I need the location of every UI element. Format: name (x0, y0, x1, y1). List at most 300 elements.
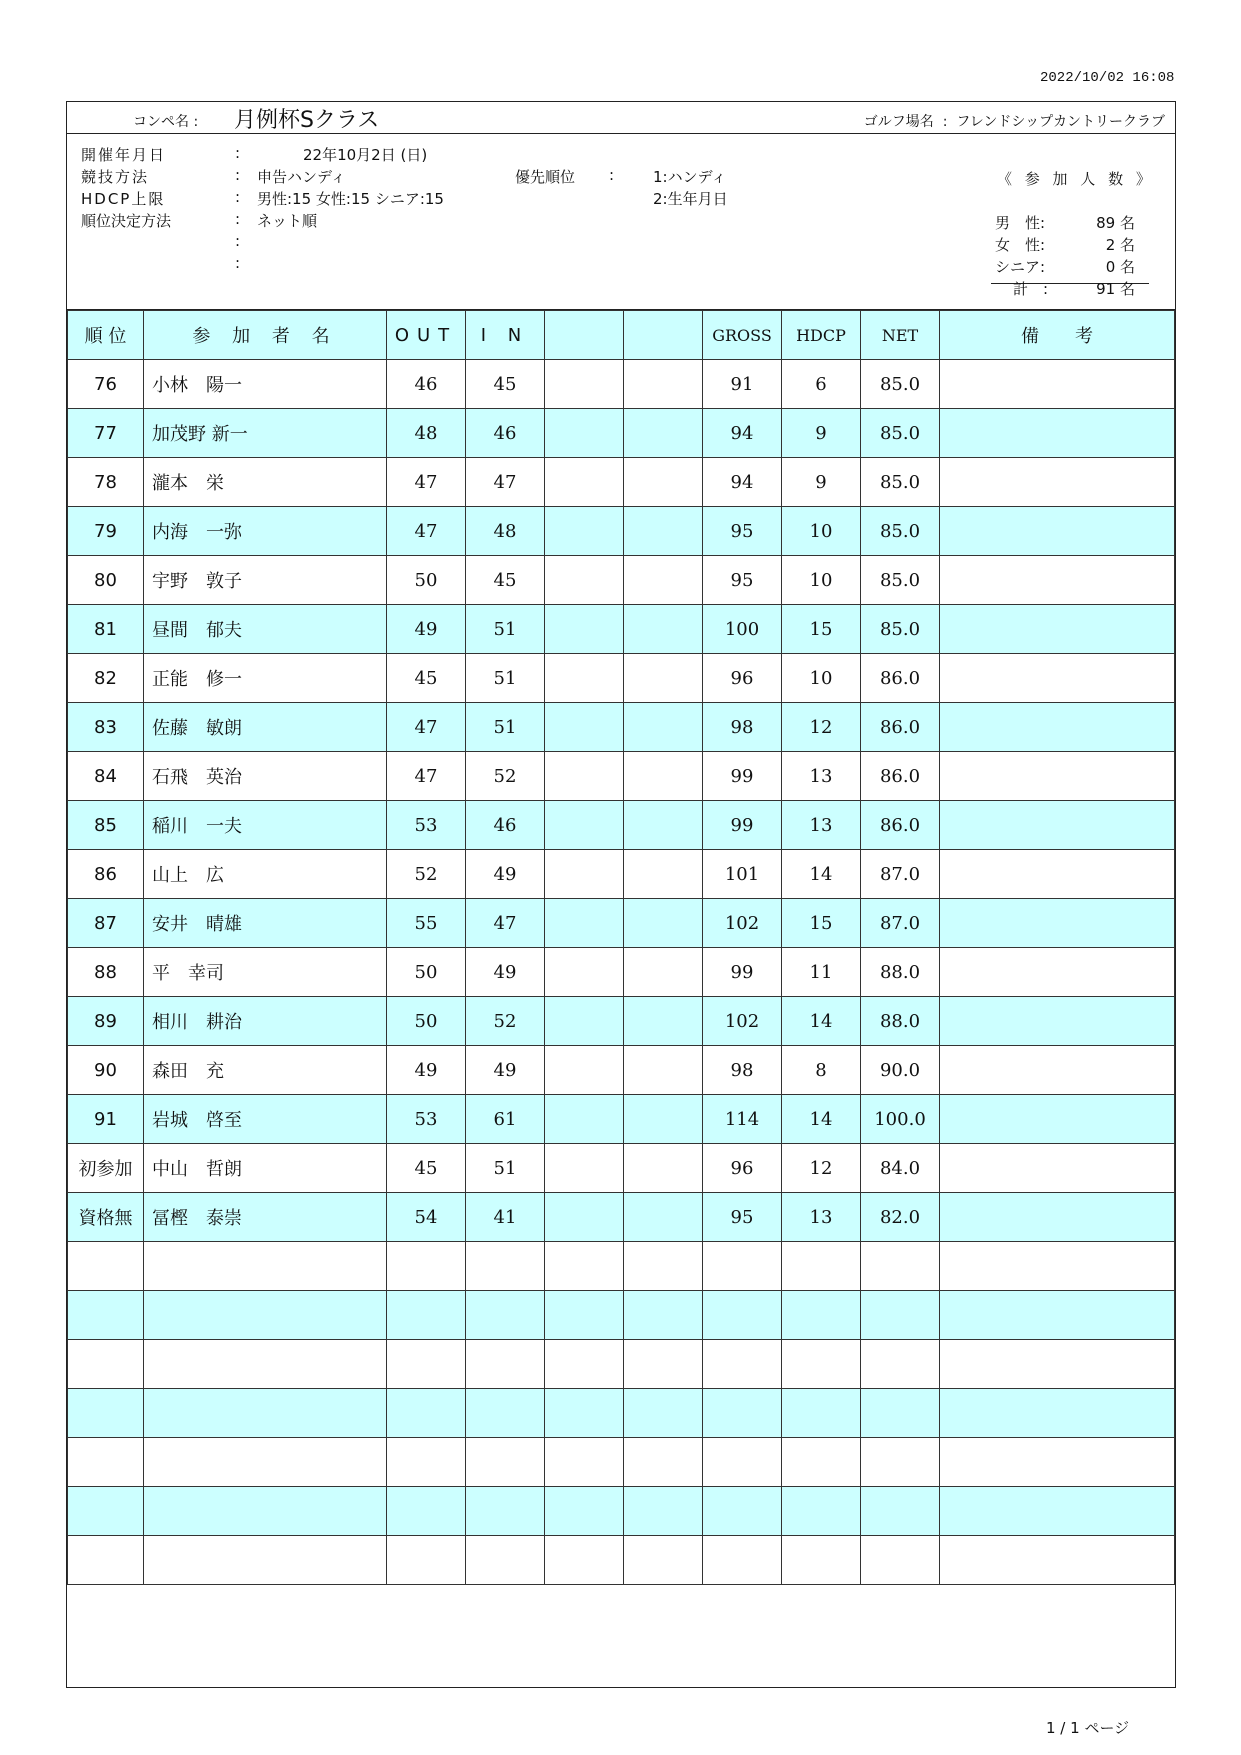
cell-blank (940, 1193, 1175, 1242)
cell-blank (144, 1340, 387, 1389)
cell-blank (144, 1242, 387, 1291)
results-body (68, 360, 1175, 1585)
cell-out: 50 (387, 948, 466, 997)
table-row (68, 654, 1175, 703)
results-sheet (66, 101, 1176, 1688)
col-net: NET (861, 311, 940, 360)
cell-out: 47 (387, 703, 466, 752)
cell-blank (703, 1438, 782, 1487)
cell-out: 55 (387, 899, 466, 948)
cell-rank: 82 (68, 654, 144, 703)
cell-gross: 95 (703, 1193, 782, 1242)
cell-blank (940, 1242, 1175, 1291)
cell-name: 石飛 英治 (144, 752, 387, 801)
cell-blank (624, 1144, 703, 1193)
cell-blank (545, 556, 624, 605)
cell-blank (940, 458, 1175, 507)
cell-blank (624, 507, 703, 556)
empty-row (68, 1340, 1175, 1389)
cell-blank (940, 850, 1175, 899)
cell-name: 佐藤 敏朗 (144, 703, 387, 752)
cell-hdcp: 14 (782, 997, 861, 1046)
cell-blank (940, 752, 1175, 801)
cell-blank (782, 1536, 861, 1585)
cell-gross: 99 (703, 801, 782, 850)
cell-blank (940, 556, 1175, 605)
cell-in: 51 (466, 654, 545, 703)
cell-in: 41 (466, 1193, 545, 1242)
cell-blank (68, 1536, 144, 1585)
priority-label: 優先順位 (515, 168, 576, 186)
cell-blank (624, 1438, 703, 1487)
date-label: 開催年月日 (81, 146, 167, 164)
cell-hdcp: 6 (782, 360, 861, 409)
table-row (68, 1193, 1175, 1242)
cell-blank (545, 948, 624, 997)
cell-blank (861, 1389, 940, 1438)
cell-blank (782, 1340, 861, 1389)
col-gross: GROSS (703, 311, 782, 360)
cell-hdcp: 10 (782, 556, 861, 605)
male-label: 男 性: (995, 214, 1046, 232)
golf-course-name: フレンドシップカントリークラブ (956, 114, 1165, 130)
cell-in: 49 (466, 1046, 545, 1095)
cell-net: 86.0 (861, 703, 940, 752)
cell-gross: 95 (703, 507, 782, 556)
cell-blank (466, 1291, 545, 1340)
table-row (68, 556, 1175, 605)
cell-gross: 102 (703, 997, 782, 1046)
empty-row (68, 1438, 1175, 1487)
cell-out: 54 (387, 1193, 466, 1242)
cell-blank (387, 1340, 466, 1389)
cell-blank (68, 1291, 144, 1340)
cell-blank (545, 1046, 624, 1095)
order-label: 順位決定方法 (81, 212, 172, 230)
cell-blank (624, 1389, 703, 1438)
cell-blank (940, 409, 1175, 458)
cell-blank (387, 1242, 466, 1291)
cell-net: 87.0 (861, 899, 940, 948)
cell-net: 90.0 (861, 1046, 940, 1095)
cell-name: 内海 一弥 (144, 507, 387, 556)
cell-blank (861, 1487, 940, 1536)
female-count: 2 名 (1105, 236, 1135, 254)
cell-blank (545, 752, 624, 801)
col-remarks: 備 考 (940, 311, 1175, 360)
cell-out: 46 (387, 360, 466, 409)
cell-in: 48 (466, 507, 545, 556)
cell-blank (782, 1242, 861, 1291)
cell-net: 88.0 (861, 997, 940, 1046)
table-row (68, 409, 1175, 458)
cell-blank (940, 1340, 1175, 1389)
cell-blank (545, 850, 624, 899)
cell-blank (466, 1487, 545, 1536)
cell-blank (624, 850, 703, 899)
table-row (68, 997, 1175, 1046)
cell-blank (466, 1438, 545, 1487)
cell-blank (68, 1487, 144, 1536)
cell-out: 47 (387, 752, 466, 801)
cell-net: 85.0 (861, 360, 940, 409)
col-blank-2 (624, 311, 703, 360)
competition-name: 月例杯Sクラス (234, 108, 380, 133)
date-value: 22年10月2日 (日) (303, 146, 428, 164)
cell-net: 100.0 (861, 1095, 940, 1144)
cell-blank (68, 1242, 144, 1291)
cell-net: 87.0 (861, 850, 940, 899)
priority-2: 2:生年月日 (653, 190, 728, 208)
cell-blank (466, 1389, 545, 1438)
table-row (68, 948, 1175, 997)
cell-in: 51 (466, 1144, 545, 1193)
cell-blank (545, 1536, 624, 1585)
cell-blank (940, 948, 1175, 997)
cell-rank: 86 (68, 850, 144, 899)
cell-hdcp: 14 (782, 1095, 861, 1144)
cell-net: 86.0 (861, 654, 940, 703)
cell-hdcp: 11 (782, 948, 861, 997)
cell-blank (624, 1536, 703, 1585)
cell-blank (387, 1536, 466, 1585)
method-colon: : (235, 166, 241, 184)
cell-blank (624, 1340, 703, 1389)
cell-blank (545, 1487, 624, 1536)
cell-out: 45 (387, 1144, 466, 1193)
table-header-row (68, 311, 1175, 360)
table-row (68, 605, 1175, 654)
cell-in: 52 (466, 752, 545, 801)
cell-blank (940, 899, 1175, 948)
cell-gross: 102 (703, 899, 782, 948)
cell-blank (144, 1438, 387, 1487)
cell-out: 53 (387, 1095, 466, 1144)
cell-blank (545, 1389, 624, 1438)
cell-blank (861, 1536, 940, 1585)
cell-blank (624, 605, 703, 654)
cell-out: 45 (387, 654, 466, 703)
col-in: I N (466, 311, 545, 360)
cell-blank (466, 1242, 545, 1291)
competition-info (67, 134, 1175, 310)
cell-blank (940, 1536, 1175, 1585)
cell-out: 47 (387, 507, 466, 556)
female-label: 女 性: (995, 236, 1046, 254)
cell-name: 中山 哲朗 (144, 1144, 387, 1193)
cell-blank (624, 948, 703, 997)
cell-blank (545, 409, 624, 458)
cell-gross: 94 (703, 409, 782, 458)
blank-colon-1: : (235, 232, 241, 250)
cell-rank: 78 (68, 458, 144, 507)
cell-blank (466, 1536, 545, 1585)
cell-blank (144, 1536, 387, 1585)
table-row (68, 703, 1175, 752)
golf-course (864, 111, 1165, 131)
cell-net: 88.0 (861, 948, 940, 997)
empty-row (68, 1487, 1175, 1536)
empty-row (68, 1291, 1175, 1340)
cell-blank (861, 1242, 940, 1291)
cell-rank: 83 (68, 703, 144, 752)
cell-blank (387, 1487, 466, 1536)
cell-blank (782, 1389, 861, 1438)
cell-gross: 98 (703, 1046, 782, 1095)
col-blank-1 (545, 311, 624, 360)
cell-hdcp: 12 (782, 703, 861, 752)
cell-blank (68, 1389, 144, 1438)
method-label: 競技方法 (81, 168, 150, 186)
priority-colon: : (609, 166, 615, 184)
cell-hdcp: 13 (782, 801, 861, 850)
cell-blank (940, 1046, 1175, 1095)
cell-in: 61 (466, 1095, 545, 1144)
cell-hdcp: 12 (782, 1144, 861, 1193)
cell-blank (387, 1389, 466, 1438)
cell-blank (624, 654, 703, 703)
cell-hdcp: 13 (782, 752, 861, 801)
cell-rank: 81 (68, 605, 144, 654)
cell-name: 加茂野 新一 (144, 409, 387, 458)
total-label: 計 : (1013, 280, 1049, 298)
cell-blank (144, 1487, 387, 1536)
cell-gross: 101 (703, 850, 782, 899)
cell-rank: 初参加 (68, 1144, 144, 1193)
cell-net: 85.0 (861, 458, 940, 507)
cell-name: 昼間 郁夫 (144, 605, 387, 654)
cell-in: 45 (466, 360, 545, 409)
col-rank: 順 位 (68, 311, 144, 360)
cell-name: 相川 耕治 (144, 997, 387, 1046)
cell-in: 46 (466, 801, 545, 850)
table-row (68, 360, 1175, 409)
table-row (68, 1095, 1175, 1144)
cell-hdcp: 8 (782, 1046, 861, 1095)
cell-blank (624, 1291, 703, 1340)
cell-blank (545, 1291, 624, 1340)
cell-name: 正能 修一 (144, 654, 387, 703)
cell-blank (940, 703, 1175, 752)
empty-row (68, 1536, 1175, 1585)
cell-blank (940, 605, 1175, 654)
male-count: 89 名 (1096, 214, 1135, 232)
cell-blank (703, 1389, 782, 1438)
cell-blank (68, 1438, 144, 1487)
cell-gross: 99 (703, 948, 782, 997)
cell-net: 86.0 (861, 801, 940, 850)
cell-net: 85.0 (861, 409, 940, 458)
cell-blank (545, 899, 624, 948)
hdcp-limit-label: HDCP上限 (81, 190, 166, 208)
cell-blank (940, 654, 1175, 703)
cell-in: 51 (466, 703, 545, 752)
cell-blank (940, 1389, 1175, 1438)
cell-blank (703, 1536, 782, 1585)
date-colon: : (235, 144, 241, 162)
table-row (68, 1144, 1175, 1193)
senior-count: 0 名 (1105, 258, 1135, 276)
cell-net: 84.0 (861, 1144, 940, 1193)
cell-gross: 91 (703, 360, 782, 409)
cell-rank: 89 (68, 997, 144, 1046)
cell-name: 山上 広 (144, 850, 387, 899)
cell-blank (624, 458, 703, 507)
cell-blank (703, 1487, 782, 1536)
cell-name: 宇野 敦子 (144, 556, 387, 605)
cell-blank (387, 1438, 466, 1487)
cell-in: 49 (466, 948, 545, 997)
cell-out: 48 (387, 409, 466, 458)
cell-out: 49 (387, 1046, 466, 1095)
cell-rank: 80 (68, 556, 144, 605)
cell-in: 47 (466, 458, 545, 507)
cell-hdcp: 10 (782, 507, 861, 556)
cell-blank (703, 1340, 782, 1389)
priority-1: 1:ハンディ (653, 168, 727, 186)
cell-hdcp: 9 (782, 409, 861, 458)
cell-rank: 77 (68, 409, 144, 458)
cell-in: 51 (466, 605, 545, 654)
golf-course-sep: : (942, 114, 948, 130)
cell-gross: 94 (703, 458, 782, 507)
cell-out: 53 (387, 801, 466, 850)
cell-blank (940, 1144, 1175, 1193)
cell-gross: 100 (703, 605, 782, 654)
cell-blank (545, 507, 624, 556)
cell-rank: 76 (68, 360, 144, 409)
cell-blank (624, 1242, 703, 1291)
print-timestamp: 2022/10/02 16:08 (1040, 70, 1175, 86)
cell-blank (940, 1291, 1175, 1340)
cell-blank (940, 801, 1175, 850)
cell-blank (703, 1291, 782, 1340)
cell-blank (545, 1340, 624, 1389)
cell-blank (624, 1193, 703, 1242)
cell-blank (545, 654, 624, 703)
results-table (67, 310, 1175, 1585)
cell-blank (144, 1389, 387, 1438)
cell-name: 瀧本 栄 (144, 458, 387, 507)
cell-name: 岩城 啓至 (144, 1095, 387, 1144)
cell-blank (545, 801, 624, 850)
golf-course-label: ゴルフ場名 (863, 114, 934, 130)
cell-blank (624, 1095, 703, 1144)
total-count: 91 名 (1096, 280, 1135, 298)
cell-in: 45 (466, 556, 545, 605)
cell-blank (144, 1291, 387, 1340)
participants-title: 《 参 加 人 数 》 (997, 170, 1155, 188)
cell-rank: 90 (68, 1046, 144, 1095)
cell-rank: 88 (68, 948, 144, 997)
senior-label: シニア: (995, 258, 1046, 276)
table-row (68, 1046, 1175, 1095)
cell-blank (545, 703, 624, 752)
cell-out: 52 (387, 850, 466, 899)
col-hdcp: HDCP (782, 311, 861, 360)
cell-net: 86.0 (861, 752, 940, 801)
cell-rank: 87 (68, 899, 144, 948)
cell-gross: 114 (703, 1095, 782, 1144)
cell-blank (861, 1340, 940, 1389)
cell-rank: 資格無 (68, 1193, 144, 1242)
cell-net: 82.0 (861, 1193, 940, 1242)
cell-blank (782, 1438, 861, 1487)
cell-blank (545, 605, 624, 654)
cell-blank (624, 752, 703, 801)
cell-gross: 96 (703, 654, 782, 703)
table-row (68, 458, 1175, 507)
blank-colon-2: : (235, 254, 241, 272)
cell-out: 47 (387, 458, 466, 507)
col-name: 参 加 者 名 (144, 311, 387, 360)
cell-blank (624, 703, 703, 752)
cell-blank (68, 1340, 144, 1389)
table-row (68, 850, 1175, 899)
cell-blank (545, 1144, 624, 1193)
cell-out: 50 (387, 556, 466, 605)
cell-gross: 96 (703, 1144, 782, 1193)
cell-out: 49 (387, 605, 466, 654)
cell-blank (940, 1095, 1175, 1144)
cell-net: 85.0 (861, 556, 940, 605)
cell-out: 50 (387, 997, 466, 1046)
cell-hdcp: 15 (782, 899, 861, 948)
cell-blank (545, 1242, 624, 1291)
cell-blank (861, 1291, 940, 1340)
cell-name: 稲川 一夫 (144, 801, 387, 850)
cell-hdcp: 9 (782, 458, 861, 507)
cell-rank: 84 (68, 752, 144, 801)
cell-hdcp: 15 (782, 605, 861, 654)
cell-name: 平 幸司 (144, 948, 387, 997)
cell-rank: 85 (68, 801, 144, 850)
order-value: ネット順 (257, 212, 318, 230)
cell-blank (624, 801, 703, 850)
cell-gross: 98 (703, 703, 782, 752)
cell-blank (624, 409, 703, 458)
competition-label: コンペ名 : (133, 114, 199, 130)
title-bar (67, 102, 1175, 134)
cell-blank (782, 1291, 861, 1340)
page-number: 1 / 1 ページ (1046, 1719, 1130, 1737)
cell-blank (624, 556, 703, 605)
empty-row (68, 1389, 1175, 1438)
cell-hdcp: 13 (782, 1193, 861, 1242)
cell-blank (545, 1438, 624, 1487)
cell-in: 47 (466, 899, 545, 948)
cell-blank (940, 507, 1175, 556)
cell-blank (624, 1487, 703, 1536)
table-row (68, 801, 1175, 850)
cell-net: 85.0 (861, 605, 940, 654)
cell-blank (466, 1340, 545, 1389)
cell-gross: 95 (703, 556, 782, 605)
cell-hdcp: 14 (782, 850, 861, 899)
cell-blank (624, 1046, 703, 1095)
order-colon: : (235, 210, 241, 228)
cell-in: 46 (466, 409, 545, 458)
cell-blank (940, 997, 1175, 1046)
cell-in: 52 (466, 997, 545, 1046)
cell-blank (624, 997, 703, 1046)
table-row (68, 899, 1175, 948)
cell-blank (940, 1438, 1175, 1487)
col-out: OUT (387, 311, 466, 360)
cell-rank: 79 (68, 507, 144, 556)
cell-blank (545, 360, 624, 409)
cell-blank (545, 458, 624, 507)
